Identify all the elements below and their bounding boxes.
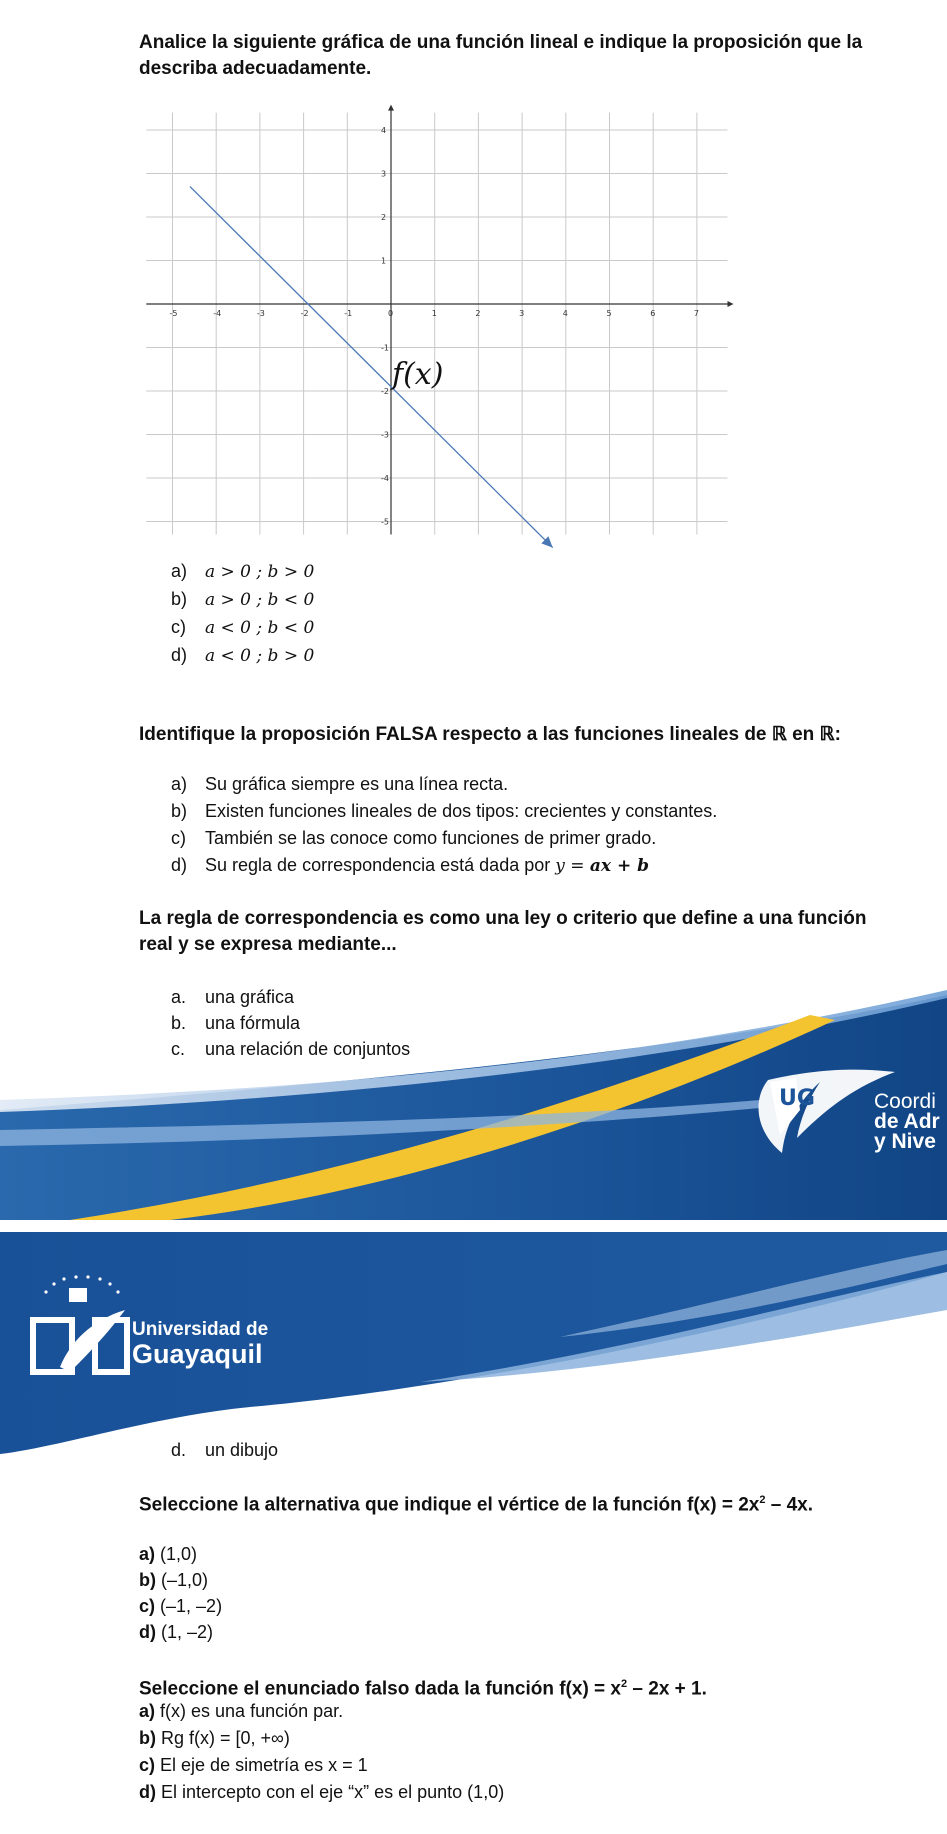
q1-title-line1: Analice la siguiente gráfica de una función lineal e indique la proposición que la [139, 32, 863, 53]
option-label: d) [139, 1622, 156, 1642]
q1-title [139, 30, 919, 82]
option-text: El intercepto con el eje “x” es el punto (1,0) [161, 1782, 505, 1802]
ug-logo-text: UG [779, 1086, 815, 1111]
y-tick-label: 1 [381, 256, 387, 266]
option-label: b) [171, 801, 188, 821]
header-brand-line2: Guayaquil [132, 1339, 263, 1369]
q4-title [139, 1487, 919, 1518]
option-label: c) [139, 1755, 156, 1775]
option-label: d) [171, 855, 188, 875]
option-label: b) [139, 1570, 156, 1590]
option-label: d) [171, 645, 188, 665]
option-text: a > 0 ; b < 0 [205, 590, 315, 610]
option-label: c. [171, 1039, 186, 1059]
q2-option-a[interactable] [171, 773, 508, 795]
y-axis-arrow [388, 105, 394, 111]
q5-option-b[interactable] [139, 1727, 290, 1749]
option-text: a < 0 ; b < 0 [205, 618, 315, 638]
q2-title: Identifique la proposición FALSA respecto a las funciones lineales de ℝ en ℝ: [139, 724, 841, 745]
option-text: un dibujo [205, 1440, 279, 1460]
graph-grid [146, 113, 727, 535]
option-text: una gráfica [205, 987, 295, 1007]
x-tick-label: 3 [519, 309, 525, 318]
footer-banner-art [0, 950, 947, 1220]
option-text: Existen funciones lineales de dos tipos: crecientes y constantes. [205, 801, 718, 821]
footer-brand-line2: de Adr [874, 1110, 940, 1133]
x-tick-label: 6 [650, 309, 656, 318]
x-tick-label: -2 [300, 309, 309, 318]
option-label: c) [171, 828, 186, 848]
q4-title-tail: – 4x. [765, 1494, 814, 1516]
option-label: a) [139, 1701, 156, 1721]
q1-option-a[interactable] [171, 560, 314, 583]
option-text: a < 0 ; b > 0 [205, 646, 315, 666]
q4-option-a[interactable] [139, 1543, 197, 1565]
y-tick-label: -2 [381, 387, 389, 396]
option-text: Rg f(x) = [0, +∞) [161, 1728, 290, 1748]
function-line [190, 187, 553, 548]
q4-option-c[interactable] [139, 1595, 222, 1617]
y-tick-label: -5 [381, 517, 389, 527]
q4-option-d[interactable] [139, 1621, 213, 1643]
y-tick-label: -1 [381, 343, 389, 353]
y-tick-label: 3 [381, 169, 387, 179]
option-label: a. [171, 987, 187, 1007]
q3-option-d[interactable] [171, 1439, 278, 1461]
q5-title-exp: 2 [621, 1678, 628, 1690]
option-text: (–1,0) [161, 1570, 209, 1590]
option-label: b. [171, 1013, 187, 1033]
q2-option-b[interactable] [171, 800, 717, 822]
q2-option-c[interactable] [171, 827, 656, 849]
x-tick-label: 2 [475, 309, 481, 318]
q3-option-a[interactable] [171, 986, 294, 1008]
q3-option-b[interactable] [171, 1012, 300, 1034]
option-label: c) [139, 1596, 156, 1616]
x-axis-arrow [727, 301, 733, 307]
option-text: a > 0 ; b > 0 [205, 562, 315, 582]
series-label-fx: f(x) [392, 357, 444, 392]
q1-option-c[interactable] [171, 616, 314, 639]
linear-function-graph [139, 104, 739, 559]
q3-title-line2: real y se expresa mediante... [139, 934, 397, 955]
option-text: Su gráfica siempre es una línea recta. [205, 774, 509, 794]
q4-option-b[interactable] [139, 1569, 208, 1591]
formula-equals: = [564, 856, 590, 876]
q2-option-d[interactable] [171, 854, 649, 877]
option-text: El eje de simetría es x = 1 [160, 1755, 368, 1775]
q5-option-d[interactable] [139, 1781, 504, 1803]
x-tick-label: -4 [213, 309, 222, 318]
q5-title [139, 1671, 919, 1702]
x-tick-label: -5 [169, 309, 178, 318]
q1-option-b[interactable] [171, 588, 314, 611]
header-brand-line1: Universidad de [132, 1319, 269, 1340]
x-tick-label: 5 [606, 309, 612, 318]
y-tick-label: 4 [381, 126, 387, 135]
option-label: b) [171, 589, 188, 609]
x-tick-label: 4 [562, 309, 568, 318]
q5-option-c[interactable] [139, 1754, 368, 1776]
x-tick-label: 7 [693, 309, 699, 318]
footer-brand-line3: y Nive [874, 1130, 936, 1153]
footer-brand-line1: Coordi [874, 1090, 936, 1113]
option-label: a) [171, 774, 188, 794]
q4-title-prefix: Seleccione la alternativa que indique el vértice de la función [139, 1494, 688, 1516]
formula-y: y [555, 856, 565, 876]
option-label: d. [171, 1440, 187, 1460]
option-label: a) [139, 1544, 156, 1564]
q5-title-func: f(x) = x [559, 1678, 621, 1700]
option-label: d) [139, 1782, 156, 1802]
x-tick-label: -3 [256, 309, 265, 318]
option-text: (1,0) [160, 1544, 198, 1564]
q4-title-func: f(x) = 2x [687, 1494, 760, 1516]
q3-option-c[interactable] [171, 1038, 410, 1060]
option-label: c) [171, 617, 186, 637]
option-text: una fórmula [205, 1013, 301, 1033]
footer-brand-text [874, 1092, 940, 1152]
q1-option-d[interactable] [171, 644, 314, 667]
option-text: Su regla de correspondencia está dada por [205, 855, 551, 875]
option-text: una relación de conjuntos [205, 1039, 411, 1059]
y-tick-label: -3 [381, 430, 389, 440]
header-banner [0, 1232, 947, 1462]
formula-rhs: ax + b [589, 856, 650, 876]
graph-axes [146, 105, 733, 535]
y-tick-label: 2 [381, 213, 387, 222]
option-label: a) [171, 561, 188, 581]
x-tick-label: -1 [344, 309, 353, 318]
x-tick-label: 0 [388, 309, 394, 318]
q5-title-prefix: Seleccione el enunciado falso dada la función [139, 1678, 560, 1700]
q5-option-a[interactable] [139, 1700, 343, 1722]
option-text: f(x) es una función par. [160, 1701, 344, 1721]
q3-title-line1: La regla de correspondencia es como una ley o criterio que define a una función [139, 908, 867, 929]
footer-banner [0, 950, 947, 1220]
option-label: b) [139, 1728, 156, 1748]
q4-title-exp: 2 [759, 1494, 766, 1506]
x-tick-label: 1 [431, 309, 437, 318]
y-tick-label: -4 [381, 474, 389, 483]
option-text: También se las conoce como funciones de primer grado. [205, 828, 657, 848]
graph-series [190, 187, 553, 548]
option-text: (1, –2) [161, 1622, 214, 1642]
q5-title-tail: – 2x + 1. [627, 1678, 707, 1700]
q1-title-line2: describa adecuadamente. [139, 58, 372, 79]
option-text: (–1, –2) [160, 1596, 223, 1616]
header-brand-text [132, 1320, 268, 1368]
